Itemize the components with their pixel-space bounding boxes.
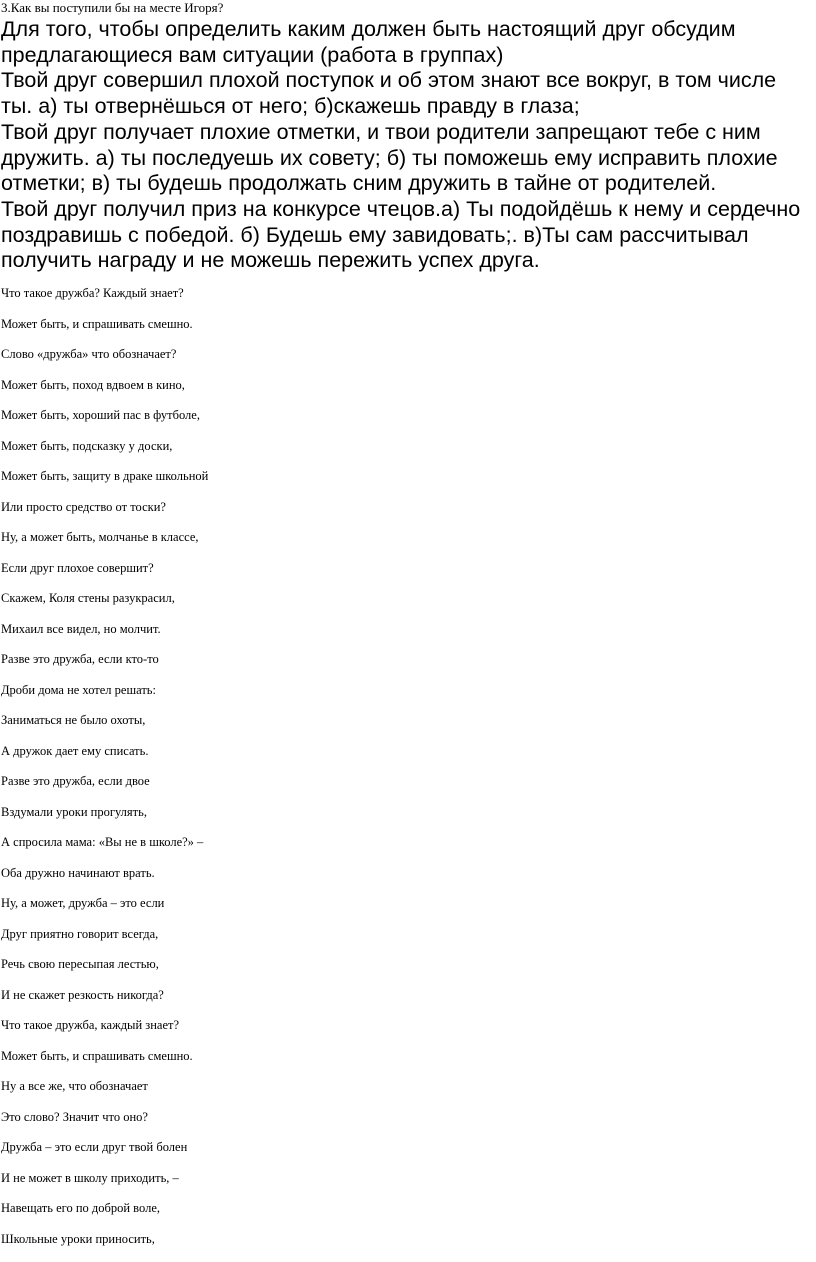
poem-line: Михаил все видел, но молчит.: [1, 621, 161, 636]
poem-line: Ну а все же, что обозначает: [1, 1079, 148, 1093]
poem-line: Дружба – это если друг твой болен: [1, 1140, 188, 1154]
poem-line: Разве это дружба, если кто-то: [1, 652, 159, 666]
poem-line: Может быть, и спрашивать смешно.: [1, 1048, 193, 1063]
poem-line: Что такое дружба, каждый знает?: [1, 1018, 180, 1032]
poem-line: Или просто средство от тоски?: [1, 499, 166, 514]
poem-line: Заниматься не было охоты,: [1, 713, 146, 727]
poem-line: Школьные уроки приносить,: [1, 1231, 155, 1246]
poem-line: Может быть, хороший пас в футболе,: [1, 408, 200, 422]
poem-line: Это слово? Значит что оно?: [1, 1109, 148, 1124]
poem-line: Вздумали уроки прогулять,: [1, 804, 147, 819]
poem-line: Может быть, защиту в драке школьной: [1, 469, 209, 483]
poem-line: Ну, а может, дружба – это если: [1, 896, 165, 910]
task-intro-paragraph: Для того, чтобы определить каким должен быть настоящий друг обсудим предлагающиеся вам ситуации (работа в группах): [1, 17, 736, 67]
poem-line: А дружок дает ему списать.: [1, 743, 149, 758]
poem-line: Дроби дома не хотел решать:: [1, 682, 156, 697]
poem-line: И не может в школу приходить, –: [1, 1170, 179, 1185]
situation-1-paragraph: Твой друг совершил плохой поступок и об этом знают все вокруг, в том числе ты. а) ты отвернёшься от него; б)скажешь правду в глаза;: [1, 68, 777, 119]
group-task-section: [1, 17, 813, 274]
poem-line: Ну, а может быть, молчанье в классе,: [1, 530, 199, 544]
poem-line: Разве это дружба, если двое: [1, 774, 150, 788]
friendship-poem: [1, 286, 208, 1262]
situation-3-paragraph: Твой друг получил приз на конкурсе чтецов.а) Ты подойдёшь к нему и сердечно поздравишь с победой. б) Будешь ему завидовать;. в)Ты сам рассчитывал получить награду и не можешь пережить успех друга.: [1, 196, 801, 273]
situation-2-paragraph: Твой друг получает плохие отметки, и твои родители запрещают тебе с ним дружить. а) ты последуешь их совету; б) ты поможешь ему исправить плохие отметки; в) ты будешь продолжать сним дружить в тайне от родителей.: [1, 119, 778, 196]
poem-line: Что такое дружба? Каждый знает?: [1, 286, 184, 300]
poem-line: Может быть, поход вдвоем в кино,: [1, 377, 185, 392]
poem-line: Речь свою пересыпая лестью,: [1, 957, 159, 971]
poem-line: Слово «дружба» что обозначает?: [1, 347, 177, 361]
poem-line: Друг приятно говорит всегда,: [1, 926, 159, 941]
poem-line: Если друг плохое совершит?: [1, 560, 154, 575]
poem-line: Навещать его по доброй воле,: [1, 1201, 160, 1215]
poem-line: А спросила мама: «Вы не в школе?» –: [1, 835, 204, 849]
poem-line: Может быть, и спрашивать смешно.: [1, 316, 193, 331]
poem-line: И не скажет резкость никогда?: [1, 987, 164, 1002]
poem-line: Может быть, подсказку у доски,: [1, 438, 173, 453]
poem-line: Скажем, Коля стены разукрасил,: [1, 591, 175, 605]
poem-line: Оба дружно начинают врать.: [1, 865, 155, 880]
question-heading: 3.Как вы поступили бы на месте Игоря?: [1, 0, 224, 15]
